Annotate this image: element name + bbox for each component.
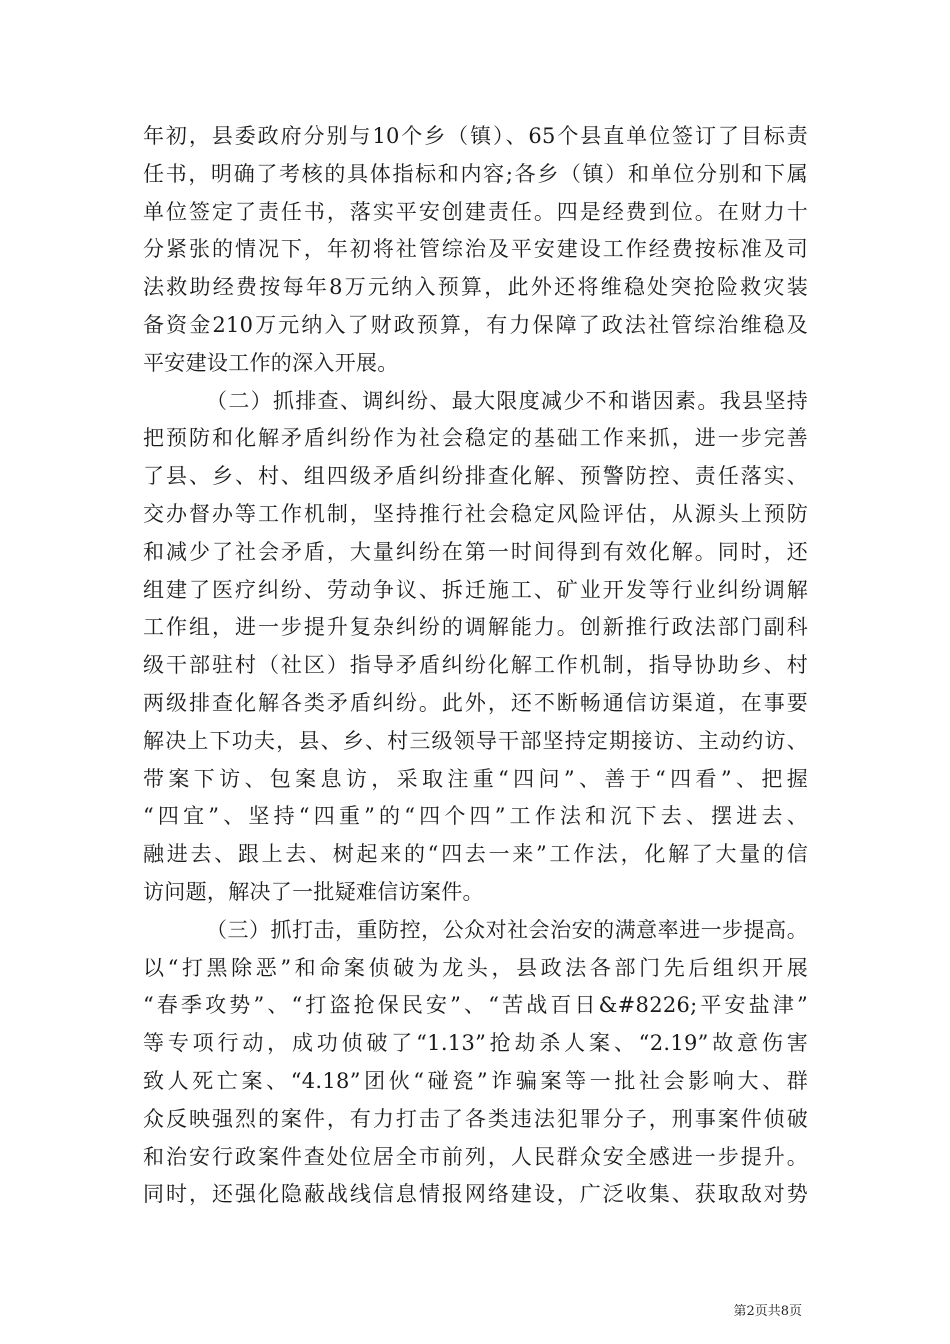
- text-line: 平安建设工作的深入开展。: [143, 350, 399, 375]
- text-line: 带案下访、包案息访，采取注重“四问”、善于“四看”、把握: [143, 766, 808, 791]
- text-line: 备资金210万元纳入了财政预算，有力保障了政法社管综治维稳及: [143, 312, 808, 337]
- text-line: “四宜”、坚持“四重”的“四个四”工作法和沉下去、摆进去、: [143, 804, 808, 829]
- text-line: （三）抓打击，重防控，公众对社会治安的满意率进一步提高。: [206, 917, 808, 942]
- text-line: 分紧张的情况下，年初将社管综治及平安建设工作经费按标准及司: [143, 237, 808, 262]
- text-line: 众反映强烈的案件，有力打击了各类违法犯罪分子，刑事案件侦破: [143, 1106, 808, 1131]
- text-line: 了县、乡、村、组四级矛盾纠纷排查化解、预警防控、责任落实、: [143, 464, 808, 489]
- document-body: [143, 118, 808, 1214]
- text-line: 交办督办等工作机制，坚持推行社会稳定风险评估，从源头上预防: [143, 501, 808, 526]
- text-line: 以“打黑除恶”和命案侦破为龙头，县政法各部门先后组织开展: [143, 955, 808, 980]
- text-line: 致人死亡案、“4.18”团伙“碰瓷”诈骗案等一批社会影响大、群: [143, 1068, 808, 1093]
- text-line: 任书，明确了考核的具体指标和内容;各乡（镇）和单位分别和下属: [143, 161, 808, 186]
- text-line: 年初，县委政府分别与10个乡（镇）、65个县直单位签订了目标责: [143, 124, 808, 148]
- text-line: （二）抓排查、调纠纷、最大限度减少不和谐因素。我县坚持: [206, 388, 808, 413]
- text-line: “春季攻势”、“打盗抢保民安”、“苦战百日&#8226;平安盐津”: [143, 993, 808, 1018]
- text-line: 和治安行政案件查处位居全市前列，人民群众安全感进一步提升。: [143, 1144, 808, 1169]
- text-line: 同时，还强化隐蔽战线信息情报网络建设，广泛收集、获取敌对势: [143, 1182, 808, 1207]
- text-line: 两级排查化解各类矛盾纠纷。此外，还不断畅通信访渠道，在事要: [143, 690, 808, 715]
- text-line: 解决上下功夫，县、乡、村三级领导干部坚持定期接访、主动约访、: [143, 728, 808, 753]
- text-line: 组建了医疗纠纷、劳动争议、拆迁施工、矿业开发等行业纠纷调解: [143, 577, 808, 602]
- text-line: 级干部驻村（社区）指导矛盾纠纷化解工作机制，指导协助乡、村: [143, 653, 808, 678]
- text-line: 法救助经费按每年8万元纳入预算，此外还将维稳处突抢险救灾装: [143, 275, 808, 300]
- text-line: 和减少了社会矛盾，大量纠纷在第一时间得到有效化解。同时，还: [143, 539, 808, 564]
- text-line: 工作组，进一步提升复杂纠纷的调解能力。创新推行政法部门副科: [143, 615, 808, 640]
- text-line: 访问题，解决了一批疑难信访案件。: [143, 879, 484, 904]
- text-line: 单位签定了责任书，落实平安创建责任。四是经费到位。在财力十: [143, 199, 808, 224]
- text-line: 把预防和化解矛盾纠纷作为社会稳定的基础工作来抓，进一步完善: [143, 426, 808, 451]
- text-line: 等专项行动，成功侦破了“1.13”抢劫杀人案、“2.19”故意伤害: [143, 1031, 808, 1056]
- page-number: 第2页共8页: [733, 1304, 802, 1319]
- text-line: 融进去、跟上去、树起来的“四去一来”工作法，化解了大量的信: [143, 842, 808, 867]
